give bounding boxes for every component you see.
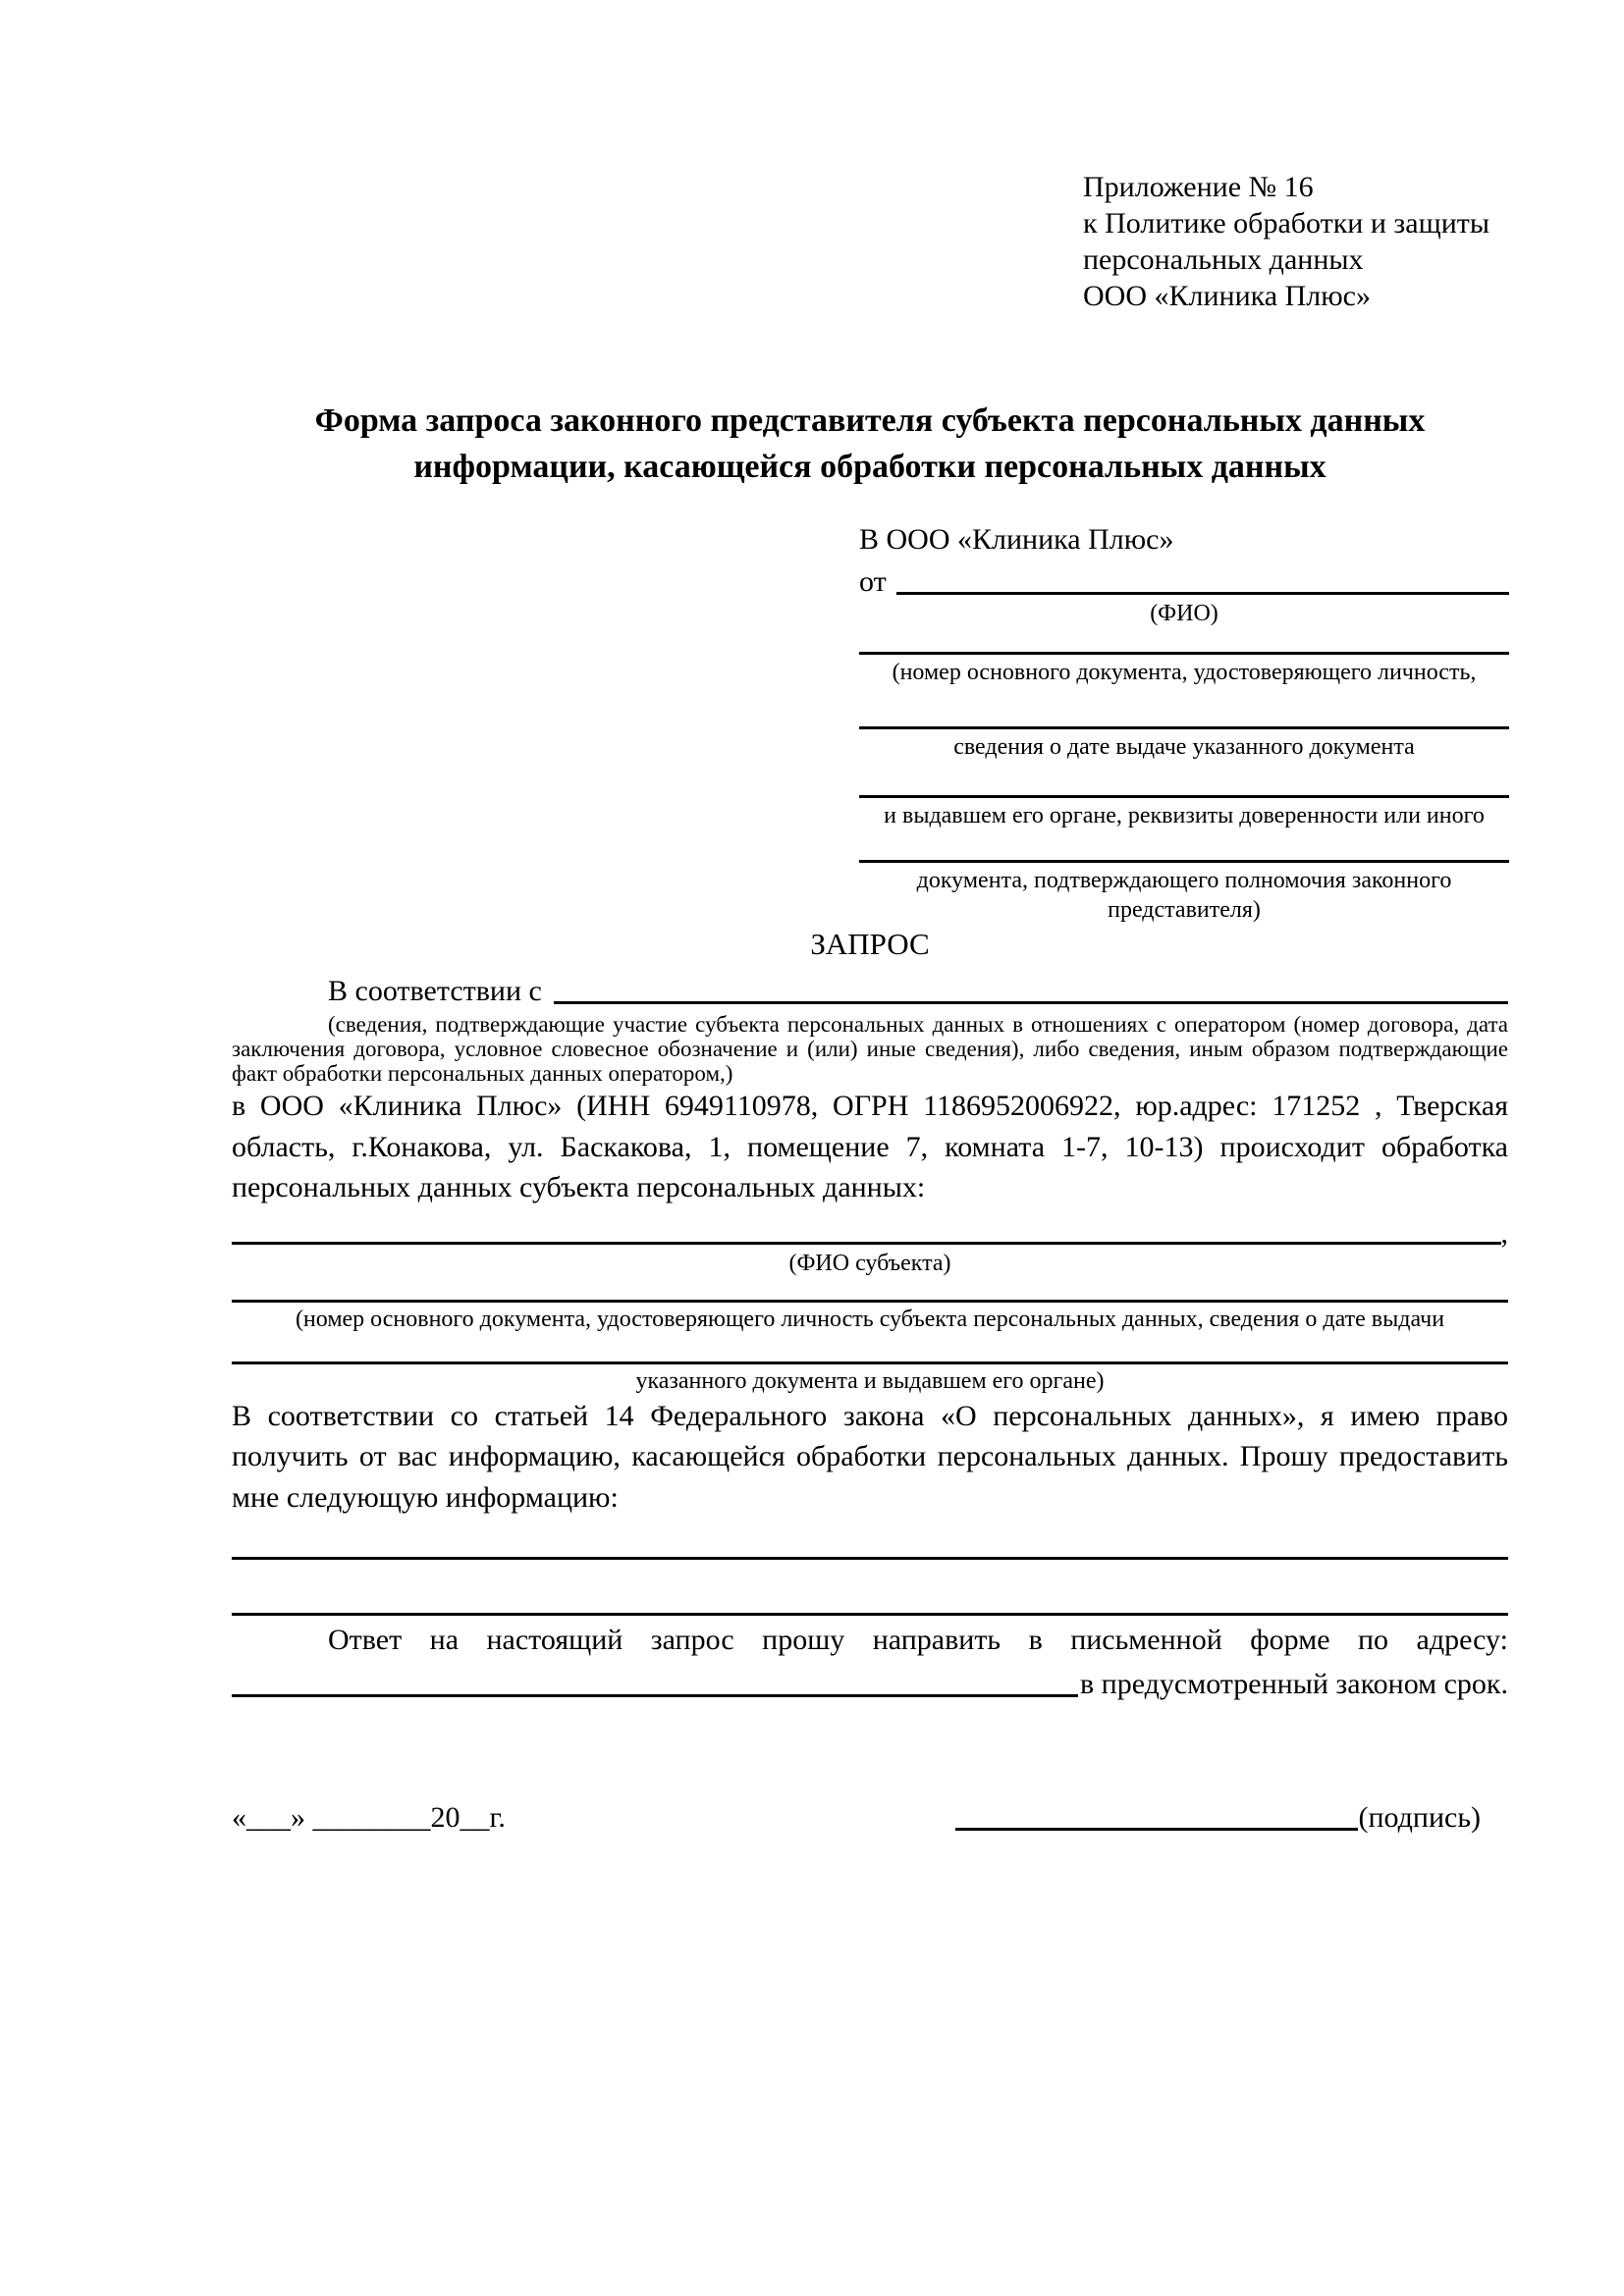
requested-info-blank-line-2 xyxy=(232,1613,1508,1616)
document-title-line-2: информации, касающейся обработки персональных данных xyxy=(413,449,1326,485)
subject-document-blank-line-2 xyxy=(232,1362,1508,1364)
intro-row xyxy=(232,968,1508,1008)
representative-authority-blank-line xyxy=(859,860,1509,863)
header-note-line-3: персональных данных xyxy=(1083,243,1364,276)
document-title xyxy=(232,398,1508,490)
subject-document-caption-2: указанного документа и выдавшем его органе) xyxy=(635,1367,1105,1394)
addressee-block xyxy=(859,520,1509,925)
header-note xyxy=(1083,169,1515,314)
subject-fio-line-suffix: , xyxy=(1500,1216,1508,1250)
subject-document-caption-1: (номер основного документа, удостоверяющего личность субъекта персональных данных, сведения о дате выдачи xyxy=(295,1306,1445,1332)
header-note-line-2: к Политике обработки и защиты xyxy=(1083,207,1490,240)
request-body xyxy=(232,923,1508,1835)
reply-tail-text: в предусмотренный законом срок. xyxy=(1080,1667,1508,1700)
operator-paragraph: в ООО «Клиника Плюс» (ИНН 6949110978, ОГРН 1186952006922, юр.адрес: 171252 , Тверская область, г.Конакова, ул. Баскакова, 1, помещение 7, комната 1-7, 10-13) происходит обработка персональных данных субъекта персональных данных: xyxy=(232,1090,1508,1203)
issue-date-blank-line xyxy=(859,726,1509,729)
date-line: «___» ________20__г. xyxy=(232,1800,506,1834)
signature-group xyxy=(955,1801,1481,1835)
subject-fio-row xyxy=(232,1208,1508,1249)
request-heading: ЗАПРОС xyxy=(810,927,930,961)
document-number-blank-line xyxy=(859,652,1509,655)
intro-blank-line xyxy=(554,1001,1508,1004)
subject-fio-caption: (ФИО субъекта) xyxy=(788,1250,951,1276)
signature-blank-line xyxy=(955,1828,1358,1831)
fio-blank-line xyxy=(896,592,1509,595)
header-note-line-4: ООО «Клиника Плюс» xyxy=(1083,280,1371,312)
signature-caption: (подпись) xyxy=(1358,1800,1481,1834)
footer-row xyxy=(232,1794,1508,1835)
document-title-line-1: Форма запроса законного представителя субъекта персональных данных xyxy=(314,402,1426,439)
law-paragraph: В соответствии со статьей 14 Федерального закона «О персональных данных», я имею право получить от вас информацию, касающейся обработки персональных данных. Прошу предоставить мне следующую информацию: xyxy=(232,1399,1508,1514)
addressee-to: В ООО «Клиника Плюс» xyxy=(859,523,1174,556)
intro-caption: (сведения, подтверждающие участие субъекта персональных данных в отношениях с оператором (номер договора, дата заключения договора, условное словесное обозначение и (или) иные сведения), либо сведения, иным образом подтверждающие факт обработки персональных данных оператором,) xyxy=(232,1012,1508,1086)
requested-info-blank-line-1 xyxy=(232,1557,1508,1560)
header-note-line-1: Приложение № 16 xyxy=(1083,171,1314,203)
reply-address-blank-line xyxy=(232,1694,1078,1697)
issuing-authority-blank-line xyxy=(859,795,1509,798)
fio-caption: (ФИО) xyxy=(1150,601,1218,626)
subject-fio-blank-line xyxy=(232,1242,1501,1245)
issue-date-caption: сведения о дате выдаче указанного документа xyxy=(953,734,1415,760)
subject-document-blank-line xyxy=(232,1300,1508,1303)
issuing-authority-caption: и выдавшем его органе, реквизиты доверенности или иного xyxy=(884,803,1485,828)
intro-label: В соответствии с xyxy=(328,975,542,1007)
reply-address-row xyxy=(232,1661,1508,1701)
representative-authority-caption: документа, подтверждающего полномочия законного представителя) xyxy=(916,868,1452,923)
from-row xyxy=(859,560,1509,599)
reply-sentence: Ответ на настоящий запрос прошу направить в письменной форме по адресу: xyxy=(328,1624,1508,1656)
from-label: от xyxy=(859,565,887,598)
document-number-caption: (номер основного документа, удостоверяющего личность, xyxy=(892,660,1477,685)
